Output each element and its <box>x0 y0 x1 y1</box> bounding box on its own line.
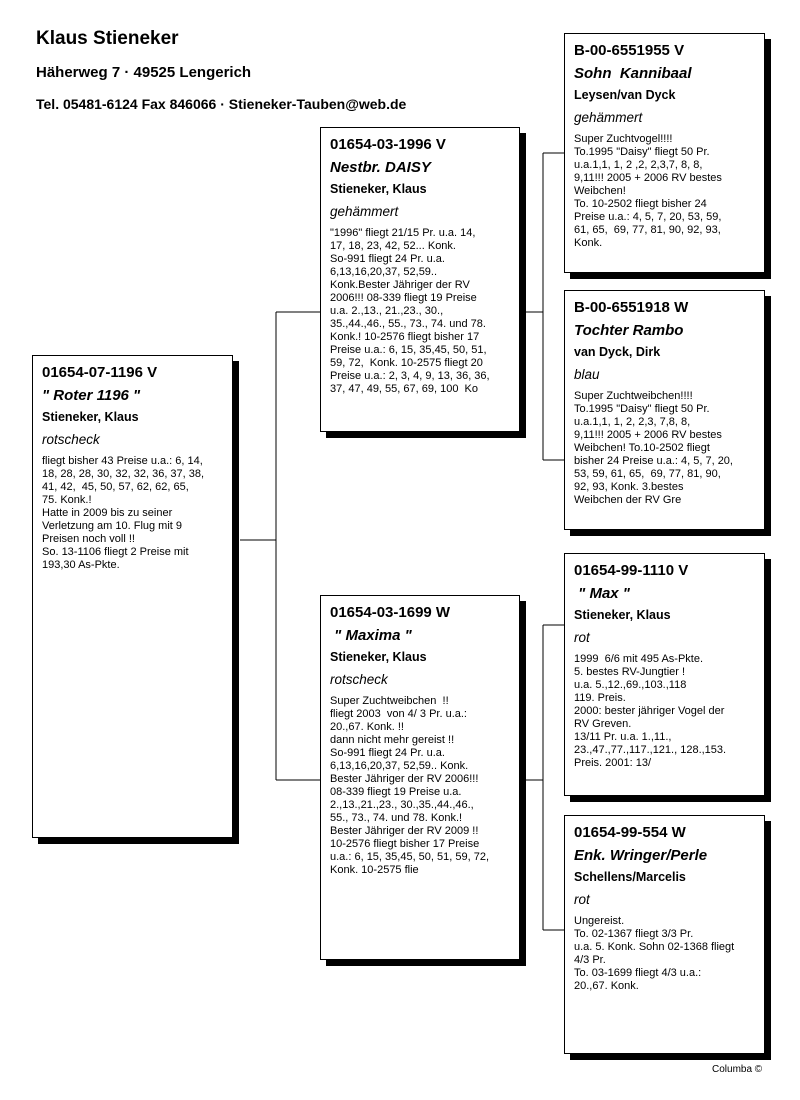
ff-name: Sohn Kannibaal <box>574 65 692 82</box>
father-notes: "1996" fliegt 21/15 Pr. u.a. 14, 17, 18, 23, 42, 52... Konk. So-991 fliegt 24 Pr. u.a. 6,13,16,20,37, 52,59.. Konk.Bester Jähriger der RV 2006!!! 08-339 fliegt 19 Preise u.a. 2.,13., 21.,23., 30., 35.,44.,46., 55., 73., 74. und 78. Konk.! 10-2576 fliegt bisher 17 Preise u.a.: 6, 15, 35,45, 50, 51, 59, 72, Konk. 10-2575 fliegt 20 Preise u.a.: 2, 3, 4, 9, 13, 36, 36, 37, 47, 49, 55, 67, 69, 100 Ko <box>330 227 490 395</box>
granddam-maternal-card <box>564 815 765 1054</box>
software-credit: Columba © <box>712 1064 763 1075</box>
mother-card <box>320 595 520 960</box>
ff-breeder: Leysen/van Dyck <box>574 88 676 102</box>
subject-ring: 01654-07-1196 V <box>42 364 158 381</box>
father-card <box>320 127 520 432</box>
mother-notes: Super Zuchtweibchen !! fliegt 2003 von 4/ 3 Pr. u.a.: 20.,67. Konk. !! dann nicht mehr gereist !! So-991 fliegt 24 Pr. u.a. 6,13,16,20,37, 52,59.. Konk. Bester Jähriger der RV 2006!!! 08-339 fliegt 19 Preise u.a. 2.,13.,21.,23., 30.,35.,44.,46., 55., 73., 74. und 78. Konk.! Bester Jähriger der RV 2009 !! 10-2576 fliegt bisher 17 Preise u.a.: 6, 15, 35,45, 50, 51, 59, 72, Konk. 10-2575 flie <box>330 695 490 876</box>
mm-breeder: Schellens/Marcelis <box>574 870 686 884</box>
grandsire-paternal-card <box>564 33 765 273</box>
mother-ring: 01654-03-1699 W <box>330 604 451 621</box>
mm-name: Enk. Wringer/Perle <box>574 847 708 864</box>
fm-color: blau <box>574 367 600 382</box>
mm-color: rot <box>574 892 590 907</box>
fm-breeder: van Dyck, Dirk <box>574 345 661 359</box>
ff-ring: B-00-6551955 V <box>574 42 685 59</box>
subject-breeder: Stieneker, Klaus <box>42 410 139 424</box>
fm-ring: B-00-6551918 W <box>574 299 689 316</box>
mother-color: rotscheck <box>330 672 388 687</box>
mm-ring: 01654-99-554 W <box>574 824 686 841</box>
subject-card <box>32 355 233 838</box>
mf-breeder: Stieneker, Klaus <box>574 608 671 622</box>
granddam-paternal-card <box>564 290 765 530</box>
mother-name: " Maxima " <box>330 627 412 644</box>
mf-ring: 01654-99-1110 V <box>574 562 689 579</box>
mf-color: rot <box>574 630 590 645</box>
fm-notes: Super Zuchtweibchen!!!! To.1995 "Daisy" fliegt 50 Pr. u.a.1,1, 1, 2, 2,3, 7,8, 8, 9,11!!! 2005 + 2006 RV bestes Weibchen! To.10-2502 fliegt bisher 24 Preise u.a.: 4, 5, 7, 20, 53, 59, 61, 65, 69, 77, 81, 90, 92, 93, Konk. 3.bestes Weibchen der RV Gre <box>574 390 733 506</box>
breeder-address: Häherweg 7 · 49525 Lengerich <box>36 64 252 81</box>
ff-notes: Super Zuchtvogel!!!! To.1995 "Daisy" fliegt 50 Pr. u.a.1,1, 1, 2 ,2, 2,3,7, 8, 8, 9,11!!! 2005 + 2006 RV bestes Weibchen! To. 10-2502 fliegt bisher 24 Preise u.a.: 4, 5, 7, 20, 53, 59, 61, 65, 69, 77, 81, 90, 92, 93, Konk. <box>574 133 722 249</box>
mm-notes: Ungereist. To. 02-1367 fliegt 3/3 Pr. u.a. 5. Konk. Sohn 02-1368 fliegt 4/3 Pr. To. 03-1699 fliegt 4/3 u.a.: 20.,67. Konk. <box>574 915 735 992</box>
subject-name: " Roter 1196 " <box>42 387 141 404</box>
breeder-contact: Tel. 05481-6124 Fax 846066 · Stieneker-Tauben@web.de <box>36 96 407 112</box>
father-breeder: Stieneker, Klaus <box>330 182 427 196</box>
mother-breeder: Stieneker, Klaus <box>330 650 427 664</box>
mf-notes: 1999 6/6 mit 495 As-Pkte. 5. bestes RV-Jungtier ! u.a. 5.,12.,69.,103.,118 119. Preis. 2000: bester jähriger Vogel der RV Greven. 13/11 Pr. u.a. 1.,11., 23.,47.,77.,117.,121., 128.,153. Preis. 2001: 13/ <box>574 653 727 769</box>
mf-name: " Max " <box>574 585 630 602</box>
subject-notes: fliegt bisher 43 Preise u.a.: 6, 14, 18, 28, 28, 30, 32, 32, 36, 37, 38, 41, 42, 45, 50, 57, 62, 62, 65, 75. Konk.! Hatte in 2009 bis zu seiner Verletzung am 10. Flug mit 9 Preisen noch voll !! So. 13-1106 fliegt 2 Preise mit 193,30 As-Pkte. <box>42 455 205 571</box>
father-color: gehämmert <box>330 204 399 219</box>
father-ring: 01654-03-1996 V <box>330 136 446 153</box>
grandsire-maternal-card <box>564 553 765 796</box>
father-name: Nestbr. DAISY <box>330 159 431 176</box>
breeder-name: Klaus Stieneker <box>36 28 179 49</box>
subject-color: rotscheck <box>42 432 100 447</box>
fm-name: Tochter Rambo <box>574 322 684 339</box>
ff-color: gehämmert <box>574 110 643 125</box>
